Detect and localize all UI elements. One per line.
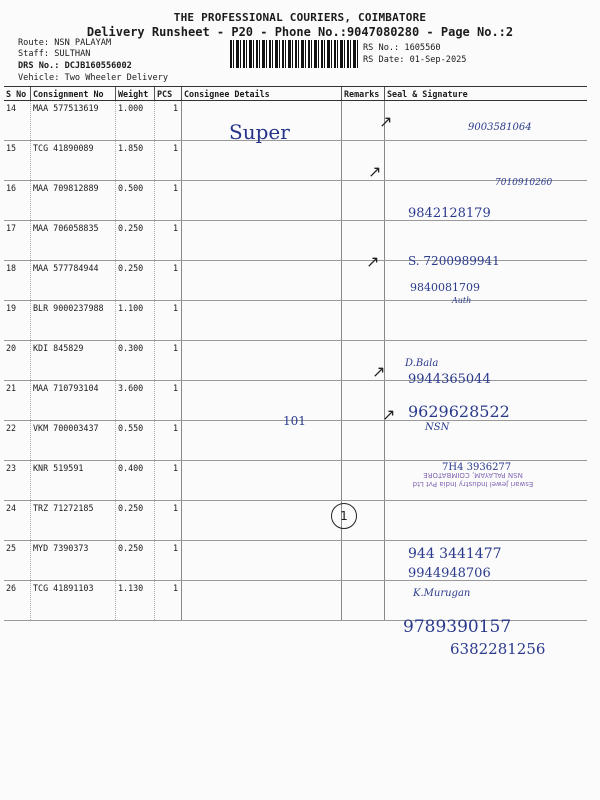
table-row [4,141,587,181]
cell-pcs: 1 [155,461,182,501]
cell-remarks [342,421,385,461]
handwriting-phone-6: 9944365044 [408,372,491,387]
col-consignment: Consignment No [31,87,116,101]
cell-consignee [182,381,342,421]
circled-mark: 1 [331,503,357,529]
handwriting-phone-4: S. 7200989941 [408,254,500,268]
cell-weight: 0.250 [116,541,155,581]
cell-seal-signature [385,581,588,621]
cell-consignment-no: KDI 845829 [31,341,116,381]
cell-weight: 1.130 [116,581,155,621]
cell-sno: 25 [4,541,31,581]
cell-pcs: 1 [155,301,182,341]
cell-seal-signature [385,101,588,141]
handwriting-phone-10: 9944948706 [408,566,491,581]
cell-pcs: 1 [155,141,182,181]
cell-weight: 0.250 [116,501,155,541]
runsheet-subtitle: Delivery Runsheet - P20 - Phone No.:9047080280 - Page No.:2 [86,25,514,39]
cell-remarks [342,181,385,221]
table-row [4,501,587,541]
col-sno: S No [4,87,31,101]
arrow-mark: ↗ [372,362,386,381]
arrow-mark: ↗ [368,162,382,181]
cell-remarks [342,541,385,581]
cell-consignment-no: TCG 41890089 [31,141,116,181]
cell-weight: 0.300 [116,341,155,381]
cell-sno: 26 [4,581,31,621]
handwriting-auth: Auth [452,296,472,305]
runsheet-table [4,86,587,621]
table-row [4,581,587,621]
cell-consignment-no: MAA 710793104 [31,381,116,421]
handwriting-phone-12: 6382281256 [450,640,546,658]
arrow-mark: ↗ [382,405,396,424]
cell-seal-signature [385,301,588,341]
cell-seal-signature [385,501,588,541]
handwriting-phone-8: 7H4 3936277 [442,462,512,473]
cell-sno: 21 [4,381,31,421]
cell-consignment-no: MAA 577784944 [31,261,116,301]
stamp-line-1: Eswari Jewel Industry India Pvt Ltd [412,480,534,488]
cell-pcs: 1 [155,221,182,261]
cell-consignee [182,141,342,181]
cell-sno: 17 [4,221,31,261]
cell-pcs: 1 [155,261,182,301]
table-row [4,341,587,381]
cell-sno: 15 [4,141,31,181]
cell-consignment-no: MAA 577513619 [31,101,116,141]
table-row [4,301,587,341]
cell-seal-signature [385,421,588,461]
handwriting-super: Super [229,120,290,144]
rs-date: RS Date: 01-Sep-2025 [363,55,467,65]
handwriting-phone-5: 9840081709 [410,281,480,294]
cell-pcs: 1 [155,501,182,541]
staff: Staff: SULTHAN [18,49,91,59]
cell-consignee [182,341,342,381]
cell-consignment-no: KNR 519591 [31,461,116,501]
col-weight: Weight [116,87,155,101]
vehicle: Vehicle: Two Wheeler Delivery [18,73,169,83]
cell-pcs: 1 [155,381,182,421]
cell-remarks [342,581,385,621]
cell-consignment-no: MYD 7390373 [31,541,116,581]
cell-pcs: 1 [155,541,182,581]
col-remarks: Remarks [342,87,385,101]
cell-consignment-no: VKM 700003437 [31,421,116,461]
cell-consignment-no: MAA 709812889 [31,181,116,221]
cell-sno: 16 [4,181,31,221]
arrow-mark: ↗ [379,112,393,131]
cell-remarks [342,381,385,421]
arrow-mark: ↗ [366,252,380,271]
cell-sno: 24 [4,501,31,541]
company-title: THE PROFESSIONAL COURIERS, COIMBATORE [173,11,427,24]
cell-consignee [182,301,342,341]
table-row [4,101,587,141]
cell-consignment-no: TRZ 71272185 [31,501,116,541]
handwriting-phone-7: 9629628522 [408,402,510,421]
handwriting-kmurugan: K.Murugan [413,588,471,599]
handwriting-phone-1: 9003581064 [468,122,532,133]
cell-pcs: 1 [155,581,182,621]
cell-pcs: 1 [155,341,182,381]
cell-consignment-no: TCG 41891103 [31,581,116,621]
cell-remarks [342,301,385,341]
route: Route: NSN PALAYAM [18,38,112,48]
drs-number: DRS No.: DCJB160556002 [18,61,132,71]
stamp-line-2: NSN PALAYAM, COIMBATORE [423,471,523,479]
cell-consignee [182,501,342,541]
cell-weight: 0.250 [116,221,155,261]
handwriting-nsn: NSN [425,422,450,433]
cell-sno: 22 [4,421,31,461]
cell-weight: 0.500 [116,181,155,221]
cell-weight: 1.850 [116,141,155,181]
cell-pcs: 1 [155,181,182,221]
barcode [230,40,358,68]
cell-seal-signature [385,141,588,181]
handwriting-num: 101 [283,414,306,428]
col-consignee: Consignee Details [182,87,342,101]
cell-pcs: 1 [155,101,182,141]
cell-sno: 14 [4,101,31,141]
cell-weight: 3.600 [116,381,155,421]
cell-pcs: 1 [155,421,182,461]
cell-consignee [182,421,342,461]
rs-number: RS No.: 1605560 [363,43,441,53]
cell-consignee [182,461,342,501]
cell-consignment-no: BLR 9000237988 [31,301,116,341]
cell-consignee [182,181,342,221]
cell-sno: 23 [4,461,31,501]
cell-sno: 19 [4,301,31,341]
cell-weight: 0.250 [116,261,155,301]
handwriting-phone-3: 9842128179 [408,206,491,221]
company-stamp [378,470,568,488]
cell-weight: 0.550 [116,421,155,461]
cell-sno: 18 [4,261,31,301]
cell-weight: 1.100 [116,301,155,341]
handwriting-phone-9: 944 3441477 [408,546,502,562]
cell-consignee [182,581,342,621]
handwriting-phone-2: 7010910260 [495,178,553,188]
handwriting-phone-11: 9789390157 [403,617,512,637]
handwriting-dbala: D.Bala [405,358,439,369]
cell-sno: 20 [4,341,31,381]
table-header-row [4,87,587,101]
cell-consignee [182,261,342,301]
col-pcs: PCS [155,87,182,101]
col-seal: Seal & Signature [385,87,588,101]
cell-weight: 0.400 [116,461,155,501]
cell-consignment-no: MAA 706058835 [31,221,116,261]
cell-consignee [182,221,342,261]
cell-consignee [182,541,342,581]
cell-weight: 1.000 [116,101,155,141]
